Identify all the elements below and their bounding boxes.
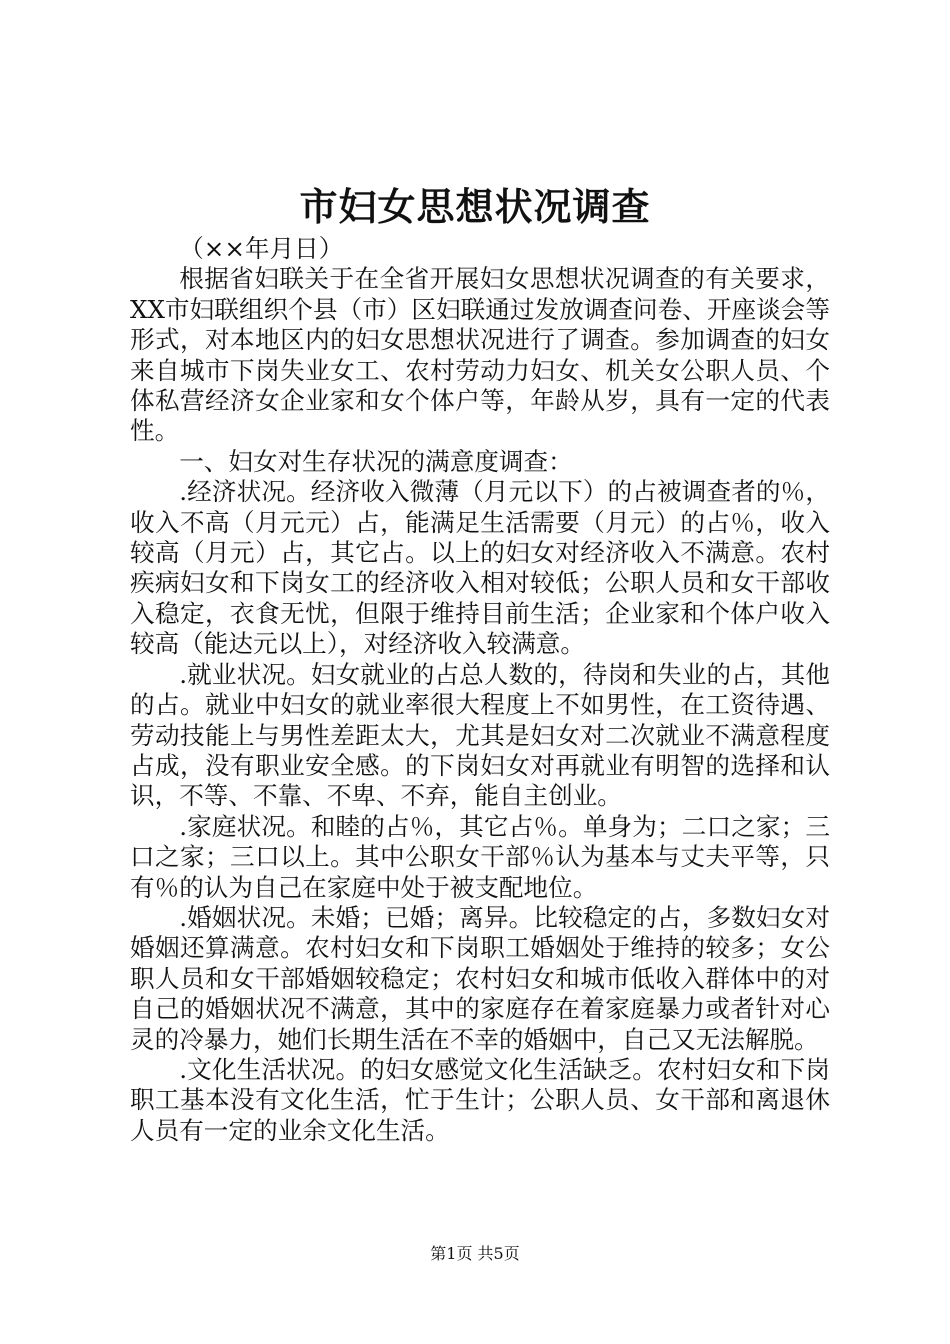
- paragraph-marriage-status: .婚姻状况。未婚；已婚；离异。比较稳定的占，多数妇女对婚姻还算满意。农村妇女和下岗职工婚姻处于维持的较多；女公职人员和女干部婚姻较稳定；农村妇女和城市低收入群体中的对自己的婚姻状况不满意，其中的家庭存在着家庭暴力或者针对心灵的冷暴力，她们长期生活在不幸的婚姻中，自己又无法解脱。: [130, 902, 830, 1054]
- page-footer: 第1页 共5页: [430, 1244, 520, 1263]
- intro-paragraph: 根据省妇联关于在全省开展妇女思想状况调查的有关要求，XX市妇联组织个县（市）区妇联通过发放调查问卷、开座谈会等形式，对本地区内的妇女思想状况进行了调查。参加调查的妇女来自城市下岗失业女工、农村劳动力妇女、机关女公职人员、个体私营经济女企业家和女个体户等，年龄从岁，具有一定的代表性。: [130, 264, 830, 446]
- date-line: （××年月日）: [179, 234, 344, 263]
- paragraph-employment-status: .就业状况。妇女就业的占总人数的，待岗和失业的占，其他的占。就业中妇女的就业率很大程度上不如男性，在工资待遇、劳动技能上与男性差距太大，尤其是妇女对二次就业不满意程度占成，没有职业安全感。的下岗妇女对再就业有明智的选择和认识，不等、不靠、不卑、不弃，能自主创业。: [130, 659, 830, 811]
- page-title: 市妇女思想状况调查: [299, 184, 651, 229]
- paragraph-economic-status: .经济状况。经济收入微薄（月元以下）的占被调查者的％，收入不高（月元元）占，能满足生活需要（月元）的占％，收入较高（月元）占，其它占。以上的妇女对经济收入不满意。农村疾病妇女和下岗女工的经济收入相对较低；公职人员和女干部收入稳定，衣食无忧，但限于维持目前生活；企业家和个体户收入较高（能达元以上），对经济收入较满意。: [130, 477, 830, 659]
- document-body: [130, 234, 830, 1146]
- paragraph-cultural-life: .文化生活状况。的妇女感觉文化生活缺乏。农村妇女和下岗职工基本没有文化生活，忙于生计；公职人员、女干部和离退休人员有一定的业余文化生活。: [130, 1054, 830, 1145]
- section-heading: 一、妇女对生存状况的满意度调查：: [179, 446, 573, 476]
- paragraph-family-status: .家庭状况。和睦的占％，其它占％。单身为；二口之家；三口之家；三口以上。其中公职女干部％认为基本与丈夫平等，只有％的认为自己在家庭中处于被支配地位。: [130, 811, 830, 902]
